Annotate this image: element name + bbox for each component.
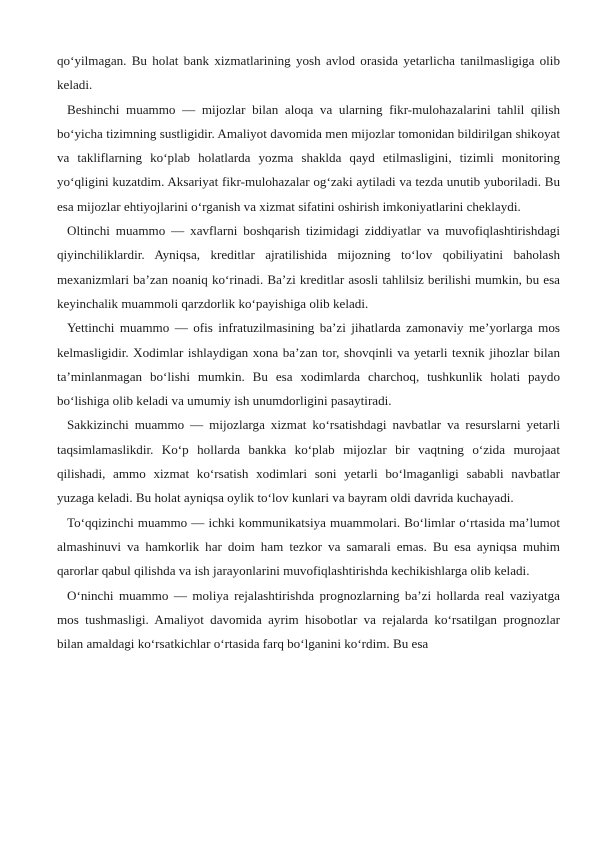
paragraph-fifth-problem: Beshinchi muammo — mijozlar bilan aloqa va ularning fikr-mulohazalarini tahlil qilish bo‘yicha tizimning sustligidir. Amaliyot davomida men mijozlar tomonidan bildirilgan shikoyat va takliflarning ko‘plab holatlarda yozma shaklda qayd etilmasligini, tizimli monitoring yo‘qligini kuzatdim. Aksariyat fikr-mulohazalar og‘zaki aytiladi va tezda unutib yuboriladi. Bu esa mijozlar ehtiyojlarini o‘rganish va xizmat sifatini oshirish imkoniyatlarini cheklaydi. [57, 101, 560, 214]
paragraph-tenth-problem: O‘ninchi muammo — moliya rejalashtirishda prognozlarning ba’zi hollarda real vaziyatga mos tushmasligi. Amaliyot davomida ayrim hisobotlar va rejalarda ko‘rsatilgan prognozlar bilan amaldagi ko‘rsatkichlar o‘rtasida farq bo‘lganini ko‘rdim. Bu esa [57, 587, 560, 652]
body-text [57, 49, 560, 656]
paragraph-seventh-problem: Yettinchi muammo — ofis infratuzilmasining ba’zi jihatlarda zamonaviy me’yorlarga mos kelmasligidir. Xodimlar ishlaydigan xona ba’zan tor, shovqinli va yetarli texnik jihozlar bilan ta’minlanmagan bo‘lishi mumkin. Bu esa xodimlarda charchoq, tushkunlik holati paydo bo‘lishiga olib keladi va umumiy ish unumdorligini pasaytiradi. [57, 320, 560, 409]
paragraph-sixth-problem: Oltinchi muammo — xavflarni boshqarish tizimidagi ziddiyatlar va muvofiqlashtirishdagi qiyinchiliklardir. Ayniqsa, kreditlar ajratilishida mijozning to‘lov qobiliyatini baholash mexanizmlari ba’zan noaniq ko‘rinadi. Ba’zi kreditlar asosli tahlilsiz berilishi mumkin, bu esa keyinchalik muammoli qarzdorlik ko‘payishiga olib keladi. [57, 223, 560, 311]
paragraph-continued: qo‘yilmagan. Bu holat bank xizmatlarining yosh avlod orasida yetarlicha tanilmasligiga olib keladi. [57, 53, 560, 93]
paragraph-eighth-problem: Sakkizinchi muammo — mijozlarga xizmat ko‘rsatishdagi navbatlar va resurslarni yetarli taqsimlamaslikdir. Ko‘p hollarda bankka ko‘plab mijozlar bir vaqtning o‘zida murojaat qilishadi, ammo xizmat ko‘rsatish xodimlari soni yetarli bo‘lmaganligi sababli navbatlar yuzaga keladi. Bu holat ayniqsa oylik to‘lov kunlari va bayram oldi davrida kuchayadi. [57, 417, 560, 506]
paragraph-ninth-problem: To‘qqizinchi muammo — ichki kommunikatsiya muammolari. Bo‘limlar o‘rtasida ma’lumot almashinuvi va hamkorlik har doim ham tezkor va samarali emas. Bu esa ayniqsa muhim qarorlar qabul qilishda va ish jarayonlarini muvofiqlashtirishda kechikishlarga olib keladi. [57, 514, 560, 579]
